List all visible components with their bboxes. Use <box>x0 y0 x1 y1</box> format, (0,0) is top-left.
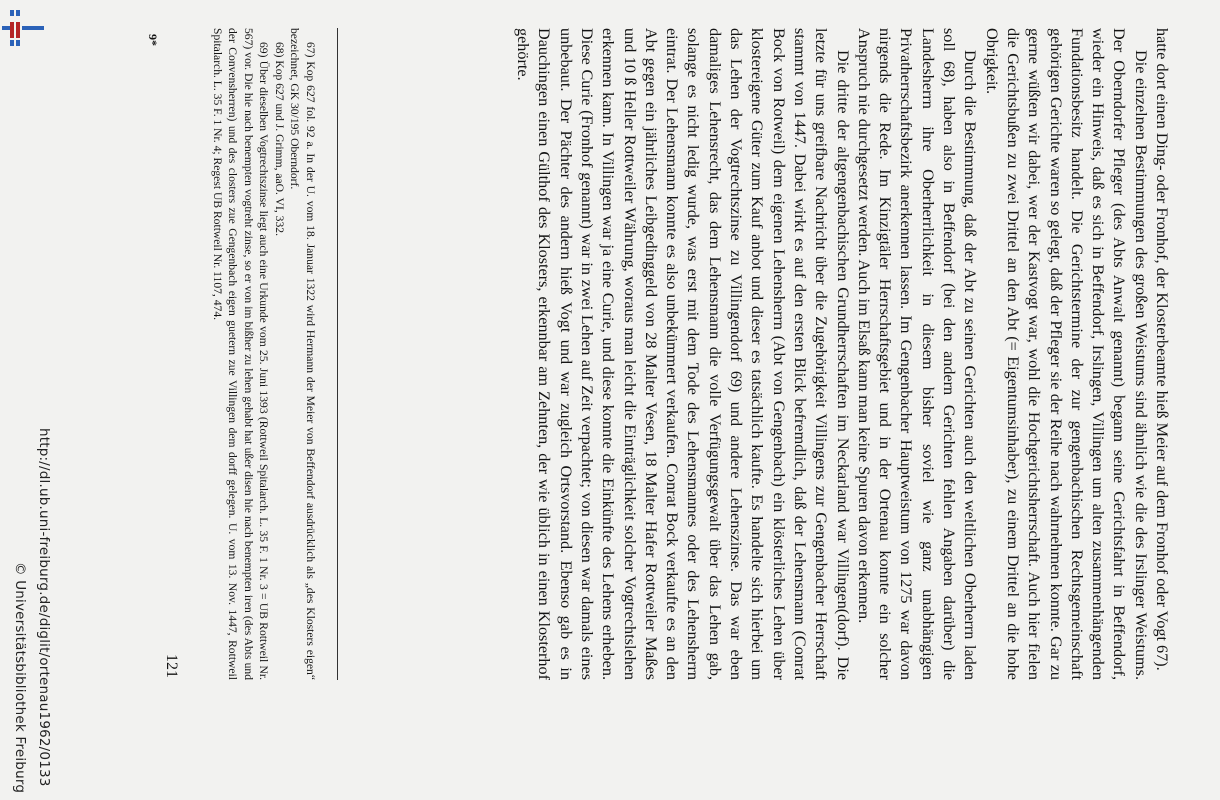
footnote-69: 69) Über dieselben Vogtrechtszinse liegt auch eine Urkunde vom 25. Juni 1393 (Rottweil Spitalarch. L. 35 F. 1 Nr. 3 = UB Rottweil Nr. 567) vor. Die hie nach benempten vogtreht zinse, so er von im bißher zu lehen gehabt hat ußer disen hie nach benempten iren (des Abts und der Convensherren) und des closters zue Gengenbach eigen guetern zue Villingen dem dorff gelegen. U. vom 13. Nov. 1447, Rottweil Spitalarch. L. 35 F. 1 Nr. 4; Regest UB Rottweil Nr. 1107, 474. <box>211 28 271 680</box>
paragraph-4: Die dritte der altgengenbachischen Grundherrschaften im Neckarland war Villingen(dorf). Die letzte für uns greifbare Nachricht über die Zugehörigkeit Villingens zur Gengenbacher Herrschaft stammt von 1447. Dabei wirkt es auf den ersten Blick befremdlich, daß der Lehensmann (Conrat Bock von Rotweil) dem eigenen Lehensherrn (Abt von Gengenbach) ein klösterliches Lehen über klostereigene Güter zum Kauf anbot und dieser es tatsächlich kaufte. Es handelte sich hierbei um das Lehen der Vogtrechtszinse zu Villingendorf 69) und andere Lehenszinse. Das war eben damaliges Lehensrecht, das dem Lehensmann die volle Verfügungsgewalt über das Lehen gab, solange es nicht ledig wurde, was erst mit dem Tode des Lehensmannes oder des Lehensherrn eintrat. Der Lehensmann konnte es also unbekümmert verkaufen. Conrat Bock verkaufte es an den Abt gegen ein jährliches Leibgedinggeld von 28 Malter Vesen, 18 Malter Hafer Rottweiler Maßes und 10 ß Heller Rottweiler Währung, woraus man leicht die Einträglichkeit solcher Vogtrechtslehen erkennen kann. In Villingen war ja eine Curie, und diese konnte die Einkünfte des Lehens erheben. Diese Curie (Fronhof genannt) war in zwei Lehen auf Zeit verpachtet; von diesen war damals eines unbebaut. Der Pächter des andern hieß Vogt und war zugleich Ortsvorstand. Ebenso gab es in Dauchingen einen Gülthof des Klosters, erkennbar am Zehnten, der wie üblich in einen Klosterhof gehörte. <box>514 28 852 680</box>
paragraph-2: Die einzelnen Bestimmungen des großen Weistums sind ähnlich wie die des Irslinger Weistums. Der Oberndorfer Pfleger (des Abts Anwalt genannt) begann seine Gerichtsfahrt in Beffendorf, wieder ein Hinweis, daß es sich in Beffendorf, Irslingen, Villingen um alten zusammenhängenden Fundationsbesitz handelt. Die Gerichtstermine der zur gengenbachischen Rechtsgemeinschaft gehörigen Gerichte waren so gelegt, daß der Pfleger sie der Reihe nach wahrnehmen konnte. Gar zu gerne wüßten wir dabei, wer der Kastvogt war, wohl die Hochgerichtsherrschaft. Auch hier fielen die Gerichtsbußen zu zwei Drittel an den Abt (= Eigentumsinhaber), zu einem Drittel an die hohe Obrigkeit. <box>982 28 1150 680</box>
sheet-signature: 9* <box>146 34 160 46</box>
footnote-67: 67) Kop 627 fol. 92 a. In der U. vom 18. Januar 1322 wird Hermann der Meier von Beffendorf ausdrücklich als „des Klosters eigen“ bezeichnet, GK 30/195 Oberndorf. <box>288 28 317 680</box>
paragraph-1: hatte dort einen Ding- oder Fronhof, der Klosterbeamte hieß Meier auf dem Fronhof oder Vogt 67). <box>1153 28 1171 671</box>
footnote-68: 68) Kop 627 und J. Grimm, aaO. VI, 332. <box>273 42 286 236</box>
footnote-divider <box>337 28 338 680</box>
footnotes <box>210 28 319 680</box>
paragraph-3: Durch die Bestimmung, daß der Abt zu seinen Gerichten auch den weltlichen Oberherrn laden soll 68), haben also in Beffendorf (bei den andern Gerichten fehlen Angaben darüber) die Landesherrn ihre Oberherrlichkeit in diesem bisher soviel wie ganz unabhängigen Privatherrschaftsbezirk anerkennen lassen. Im Gengenbacher Hauptweistum von 1275 war davon nirgends die Rede. Im Kinzigtäler Herrschaftsgebiet und in der Ortenau konnte ein solcher Anspruch nie durchgesetzt werden. Auch im Elsaß kann man keine Spuren davon erkennen. <box>854 28 980 680</box>
watermark-copyright: © Universitätsbibliothek Freiburg <box>12 562 28 794</box>
body-text <box>512 28 1172 680</box>
watermark-url[interactable]: http://dl.ub.uni-freiburg.de/diglit/ortenau1962/0133 <box>36 428 52 787</box>
page-number: 121 <box>163 654 180 678</box>
document-page <box>50 6 1180 796</box>
